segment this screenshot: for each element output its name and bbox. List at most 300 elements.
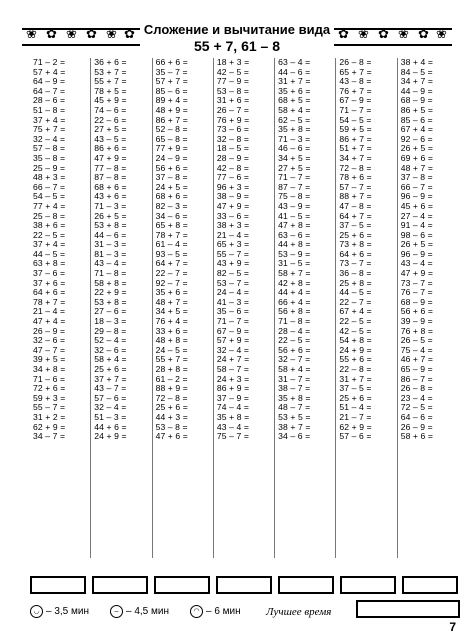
exercise-item: 77 – 9 = [216, 77, 249, 87]
exercise-item: 73 + 8 = [339, 240, 372, 250]
exercise-item: 55 + 7 = [155, 355, 188, 365]
exercise-item: 44 – 9 = [400, 86, 433, 96]
exercise-item: 34 – 7 = [33, 432, 66, 442]
exercise-item: 76 + 4 = [155, 317, 188, 327]
exercise-item: 88 + 7 = [339, 192, 372, 202]
exercise-item: 37 + 6 = [33, 278, 66, 288]
exercise-item: 38 – 9 = [216, 192, 249, 202]
exercise-item: 24 + 9 = [339, 345, 372, 355]
exercise-item: 57 – 6 = [94, 393, 127, 403]
exercise-item: 31 – 7 = [278, 374, 311, 384]
exercise-item: 34 + 8 = [33, 365, 66, 374]
exercise-item: 43 – 7 = [94, 384, 127, 394]
exercise-item: 64 – 7 = [33, 86, 66, 96]
exercise-item: 48 – 7 = [278, 403, 311, 413]
exercise-item: 41 – 5 = [278, 211, 311, 221]
exercise-item: 86 – 7 = [400, 374, 433, 384]
exercise-item: 22 – 7 = [339, 297, 372, 307]
exercise-item: 26 + 5 = [400, 144, 434, 154]
exercise-item: 67 – 9 = [216, 326, 249, 336]
exercise-item: 32 – 6 = [33, 336, 66, 346]
page-subtitle: 55 + 7, 61 – 8 [193, 38, 281, 54]
exercise-item: 22 – 5 = [33, 230, 66, 240]
exercise-item: 75 – 8 = [278, 192, 311, 202]
exercise-item: 48 + 8 = [155, 336, 188, 346]
exercise-item: 62 + 9 = [339, 422, 372, 432]
exercise-item: 61 – 2 = [155, 374, 188, 384]
exercise-item: 55 + 7 = [94, 77, 127, 87]
exercise-item: 47 – 8 = [339, 201, 372, 211]
exercise-item: 71 – 2 = [33, 58, 66, 67]
exercise-item: 37 – 8 = [155, 173, 188, 183]
exercise-item: 34 – 6 = [278, 432, 311, 442]
exercise-item: 67 – 9 = [339, 96, 372, 106]
answer-time-boxes [30, 576, 458, 594]
exercise-item: 35 + 8 = [278, 393, 311, 403]
exercise-item: 58 + 4 = [278, 105, 311, 115]
exercise-item: 25 + 6 = [94, 365, 127, 374]
exercise-item: 55 – 7 = [216, 249, 249, 259]
best-time-label: Лучшее время [266, 606, 332, 618]
smiley-sad-icon: ◠ [190, 605, 203, 618]
exercise-item: 44 – 5 = [33, 249, 66, 259]
exercise-item: 65 + 8 = [155, 221, 188, 231]
exercise-item: 91 – 4 = [400, 221, 433, 231]
exercise-item: 25 – 8 = [33, 211, 66, 221]
exercise-item: 41 – 3 = [216, 297, 249, 307]
exercise-item: 78 + 5 = [94, 86, 127, 96]
exercise-item: 28 + 8 = [155, 365, 188, 374]
exercise-item: 28 – 9 = [216, 153, 249, 163]
exercise-item: 78 + 7 = [33, 297, 66, 307]
exercise-item: 64 + 7 = [339, 211, 372, 221]
exercise-item: 31 + 7 = [278, 77, 311, 87]
exercise-item: 43 + 6 = [94, 192, 127, 202]
exercise-item: 24 + 9 = [94, 432, 127, 442]
exercise-item: 45 + 9 = [94, 96, 127, 106]
time-box[interactable] [278, 576, 334, 594]
exercise-item: 38 + 4 = [400, 58, 434, 67]
exercise-item: 71 – 6 = [33, 374, 66, 384]
exercise-item: 68 + 6 = [155, 192, 188, 202]
exercise-item: 31 + 2 = [33, 412, 66, 422]
exercise-item: 58 + 4 = [94, 355, 127, 365]
exercise-item: 53 – 8 = [216, 86, 249, 96]
exercise-item: 28 – 4 = [278, 326, 311, 336]
exercise-item: 43 – 5 = [94, 134, 127, 144]
exercise-item: 71 – 3 = [278, 134, 311, 144]
exercise-item: 71 – 7 = [278, 173, 311, 183]
page-number: 7 [449, 620, 456, 634]
exercise-item: 82 – 3 = [155, 201, 188, 211]
exercise-item: 43 – 4 = [400, 259, 433, 269]
exercise-item: 64 + 6 = [33, 288, 66, 298]
exercise-item: 25 + 8 = [339, 278, 372, 288]
exercise-item: 72 – 8 = [155, 393, 188, 403]
exercise-item: 57 – 8 = [33, 144, 66, 154]
exercise-item: 44 + 8 = [278, 240, 311, 250]
exercise-item: 57 – 6 = [339, 432, 372, 442]
exercise-column [152, 58, 213, 558]
exercise-item: 26 – 8 = [339, 58, 372, 67]
exercise-item: 42 – 5 = [339, 326, 372, 336]
exercise-item: 78 + 6 = [339, 173, 372, 183]
exercise-item: 31 – 3 = [94, 240, 127, 250]
exercise-item: 92 – 6 = [400, 134, 433, 144]
exercise-item: 31 – 5 = [278, 259, 311, 269]
exercise-item: 48 + 7 = [155, 297, 188, 307]
smiley-neutral-icon: – [110, 605, 123, 618]
exercise-column [90, 58, 151, 558]
exercise-item: 43 – 4 = [216, 422, 249, 432]
exercise-item: 18 – 5 = [216, 144, 249, 154]
exercise-item: 78 + 7 = [155, 230, 188, 240]
exercise-item: 31 + 7 = [339, 374, 372, 384]
exercise-item: 56 + 6 = [278, 345, 311, 355]
exercise-item: 53 + 7 = [94, 67, 127, 77]
exercise-item: 36 – 8 = [339, 269, 372, 279]
exercise-item: 77 + 4 = [33, 201, 66, 211]
timing-fast: ◡ – 3,5 мин [30, 604, 89, 620]
exercise-item: 47 + 4 = [33, 317, 66, 327]
exercise-item: 69 + 6 = [400, 153, 434, 163]
exercise-item: 26 – 9 = [33, 326, 66, 336]
exercise-item: 58 + 6 = [400, 432, 434, 442]
exercise-item: 86 + 5 = [400, 105, 434, 115]
time-box[interactable] [154, 576, 210, 594]
exercise-item: 61 – 4 = [155, 240, 188, 250]
exercise-item: 38 + 7 = [278, 422, 311, 432]
exercise-item: 22 – 6 = [94, 115, 127, 125]
exercise-item: 71 – 8 = [94, 269, 127, 279]
exercise-item: 45 + 6 = [400, 201, 434, 211]
exercise-item: 54 – 5 = [33, 192, 66, 202]
exercise-item: 77 – 8 = [94, 163, 127, 173]
exercise-item: 57 + 9 = [216, 336, 250, 346]
exercise-item: 67 + 4 = [339, 307, 372, 317]
exercise-item: 26 – 9 = [400, 422, 433, 432]
ornament-right: ✿ ❀ ✿ ❀ ✿ ❀ [334, 28, 452, 46]
exercise-item: 65 – 8 = [155, 134, 188, 144]
exercise-item: 71 – 8 = [278, 317, 311, 327]
exercise-item: 46 – 6 = [278, 144, 311, 154]
exercise-item: 35 + 6 = [278, 86, 311, 96]
exercise-item: 43 – 4 = [94, 259, 127, 269]
exercise-item: 46 + 7 = [400, 355, 434, 365]
exercise-item: 51 + 7 = [339, 144, 372, 154]
exercise-item: 22 – 5 = [339, 317, 372, 327]
exercise-item: 47 + 9 = [94, 153, 127, 163]
exercise-item: 75 – 4 = [400, 345, 433, 355]
exercise-item: 53 + 8 = [94, 221, 127, 231]
exercise-item: 24 – 4 = [216, 288, 249, 298]
exercise-item: 89 + 4 = [155, 96, 188, 106]
exercise-item: 28 – 6 = [33, 96, 66, 106]
exercise-item: 21 – 4 = [216, 230, 249, 240]
exercise-item: 37 + 4 = [33, 115, 66, 125]
time-box[interactable] [340, 576, 396, 594]
exercise-item: 77 + 9 = [155, 144, 188, 154]
exercise-item: 42 – 8 = [216, 163, 249, 173]
exercise-item: 24 – 5 = [155, 345, 188, 355]
exercise-item: 71 – 3 = [94, 201, 127, 211]
exercise-item: 37 + 4 = [33, 240, 66, 250]
time-box[interactable] [92, 576, 148, 594]
exercise-item: 58 + 7 = [278, 269, 311, 279]
exercise-item: 86 + 6 = [94, 144, 127, 154]
exercise-item: 53 + 8 = [94, 297, 127, 307]
exercise-item: 98 – 6 = [400, 230, 433, 240]
exercise-item: 48 + 3 = [33, 173, 66, 183]
exercise-column [335, 58, 396, 558]
timing-slow: ◠ – 6 мин [190, 604, 241, 620]
exercise-item: 44 + 6 = [94, 422, 127, 432]
best-time-box[interactable] [356, 600, 460, 618]
exercise-item: 43 + 9 = [216, 259, 250, 269]
exercise-item: 34 + 7 = [400, 77, 434, 87]
exercise-item: 68 – 9 = [400, 297, 433, 307]
exercise-item: 53 – 8 = [155, 422, 188, 432]
exercise-item: 47 + 8 = [278, 221, 311, 231]
exercise-item: 42 + 8 = [278, 278, 311, 288]
exercise-item: 38 – 7 = [278, 384, 311, 394]
exercise-item: 93 – 5 = [155, 249, 188, 259]
exercise-item: 62 – 5 = [278, 115, 311, 125]
exercise-item: 59 + 5 = [339, 125, 372, 135]
exercise-item: 44 + 4 = [278, 288, 311, 298]
exercise-item: 96 – 9 = [400, 192, 433, 202]
exercise-item: 27 – 6 = [94, 307, 127, 317]
exercise-item: 87 – 7 = [278, 182, 311, 192]
exercise-column [274, 58, 335, 558]
exercise-item: 86 + 9 = [216, 384, 250, 394]
exercise-item: 29 – 8 = [94, 326, 127, 336]
ornament-left: ❀ ✿ ❀ ✿ ❀ ✿ [22, 28, 140, 46]
exercise-item: 21 – 7 = [339, 412, 372, 422]
exercise-item: 75 + 7 = [33, 125, 66, 135]
exercise-item: 96 – 9 = [400, 249, 433, 259]
exercise-item: 35 + 8 = [216, 412, 250, 422]
exercise-item: 37 – 5 = [339, 221, 372, 231]
exercise-item: 35 + 6 = [155, 288, 188, 298]
exercise-item: 53 + 5 = [278, 412, 311, 422]
exercise-item: 66 – 7 = [400, 182, 433, 192]
exercise-item: 35 + 8 = [278, 125, 311, 135]
exercise-item: 65 – 9 = [400, 365, 433, 374]
exercise-item: 22 – 7 = [155, 269, 188, 279]
exercise-item: 55 + 6 = [339, 355, 372, 365]
exercise-item: 67 + 4 = [400, 125, 434, 135]
page-title: Сложение и вычитание вида [143, 22, 331, 37]
exercise-item: 36 + 6 = [94, 58, 127, 67]
exercise-item: 25 + 6 = [155, 403, 188, 413]
exercise-item: 82 – 5 = [216, 269, 249, 279]
timing-legend [30, 604, 370, 620]
exercise-item: 44 + 3 = [155, 412, 188, 422]
exercise-item: 39 + 5 = [33, 355, 66, 365]
exercise-item: 34 + 5 = [155, 307, 188, 317]
exercise-item: 92 – 7 = [155, 278, 188, 288]
exercise-item: 24 – 9 = [155, 153, 188, 163]
exercise-item: 63 + 8 = [33, 259, 66, 269]
exercise-item: 87 – 8 = [94, 173, 127, 183]
exercise-item: 43 – 9 = [278, 201, 311, 211]
exercise-item: 27 + 5 = [278, 163, 311, 173]
exercise-item: 24 + 7 = [216, 355, 250, 365]
exercise-item: 51 – 8 = [33, 105, 66, 115]
exercise-item: 22 – 5 = [278, 336, 311, 346]
exercise-item: 37 – 9 = [216, 393, 249, 403]
exercise-item: 24 + 3 = [216, 374, 250, 384]
exercise-item: 68 + 6 = [94, 182, 127, 192]
exercise-item: 48 + 9 = [155, 105, 188, 115]
exercise-item: 18 + 3 = [216, 58, 250, 67]
exercise-item: 88 + 9 = [155, 384, 188, 394]
exercise-item: 24 + 5 = [155, 182, 188, 192]
exercise-item: 35 – 8 = [33, 153, 66, 163]
exercise-column [30, 58, 90, 558]
exercise-item: 74 – 6 = [94, 105, 127, 115]
exercise-item: 58 + 4 = [278, 365, 311, 374]
exercise-grid [30, 58, 458, 558]
exercise-item: 33 + 6 = [155, 326, 188, 336]
exercise-item: 32 – 4 = [33, 134, 66, 144]
exercise-item: 32 – 4 = [94, 403, 127, 413]
exercise-item: 25 + 6 = [339, 393, 372, 403]
time-box[interactable] [402, 576, 458, 594]
exercise-item: 35 – 6 = [216, 307, 249, 317]
timing-medium: – – 4,5 мин [110, 604, 169, 620]
exercise-item: 22 – 8 = [339, 365, 372, 374]
header [0, 22, 474, 58]
exercise-column [397, 58, 458, 558]
exercise-item: 48 + 7 = [400, 163, 434, 173]
exercise-item: 37 – 8 = [400, 173, 433, 183]
exercise-item: 47 + 9 = [400, 269, 434, 279]
exercise-item: 76 – 7 = [400, 288, 433, 298]
exercise-item: 57 – 7 = [339, 182, 372, 192]
exercise-item: 43 – 8 = [339, 77, 372, 87]
exercise-item: 57 + 4 = [33, 67, 66, 77]
exercise-item: 39 – 9 = [400, 317, 433, 327]
exercise-item: 33 – 6 = [216, 211, 249, 221]
exercise-item: 47 + 9 = [216, 201, 250, 211]
exercise-item: 55 – 7 = [33, 403, 66, 413]
exercise-item: 52 – 4 = [94, 336, 127, 346]
exercise-item: 76 + 9 = [216, 115, 250, 125]
exercise-item: 32 – 6 = [94, 345, 127, 355]
exercise-item: 96 + 3 = [216, 182, 250, 192]
exercise-item: 26 – 7 = [216, 105, 249, 115]
exercise-item: 68 – 9 = [400, 96, 433, 106]
exercise-item: 72 – 8 = [339, 163, 372, 173]
exercise-item: 57 + 7 = [155, 77, 188, 87]
exercise-item: 21 – 4 = [33, 307, 66, 317]
exercise-item: 51 – 4 = [339, 403, 372, 413]
exercise-item: 31 + 6 = [216, 96, 250, 106]
exercise-item: 44 – 6 = [94, 230, 127, 240]
exercise-item: 53 – 9 = [278, 249, 311, 259]
exercise-item: 84 – 5 = [400, 67, 433, 77]
exercise-item: 32 – 7 = [278, 355, 311, 365]
exercise-item: 25 + 6 = [339, 230, 372, 240]
exercise-item: 77 – 6 = [216, 173, 249, 183]
time-box[interactable] [216, 576, 272, 594]
exercise-item: 27 – 4 = [400, 211, 433, 221]
exercise-item: 26 + 5 = [94, 211, 127, 221]
exercise-item: 64 + 6 = [339, 249, 372, 259]
exercise-item: 26 + 5 = [400, 240, 434, 250]
exercise-column [213, 58, 274, 558]
exercise-item: 62 + 9 = [33, 422, 66, 432]
exercise-item: 54 + 8 = [339, 336, 372, 346]
exercise-item: 73 – 7 = [339, 259, 372, 269]
exercise-item: 72 – 5 = [400, 403, 433, 413]
exercise-item: 63 – 6 = [278, 230, 311, 240]
exercise-item: 76 + 7 = [339, 86, 372, 96]
exercise-item: 64 – 9 = [33, 77, 66, 87]
exercise-item: 32 – 4 = [216, 345, 249, 355]
exercise-item: 68 + 5 = [278, 96, 311, 106]
exercise-item: 44 – 6 = [278, 67, 311, 77]
exercise-item: 47 – 7 = [33, 345, 66, 355]
exercise-item: 76 + 8 = [400, 326, 434, 336]
exercise-item: 59 + 3 = [33, 393, 66, 403]
exercise-item: 51 – 3 = [94, 412, 127, 422]
exercise-item: 38 + 3 = [216, 221, 250, 231]
exercise-item: 85 – 6 = [400, 115, 433, 125]
exercise-item: 37 + 7 = [94, 374, 127, 384]
exercise-item: 71 – 7 = [216, 317, 249, 327]
exercise-item: 64 + 7 = [155, 259, 188, 269]
exercise-item: 26 – 5 = [400, 336, 433, 346]
exercise-item: 63 – 4 = [278, 58, 311, 67]
exercise-item: 74 – 4 = [216, 403, 249, 413]
exercise-item: 86 + 7 = [339, 134, 372, 144]
exercise-item: 75 – 7 = [216, 432, 249, 442]
exercise-item: 64 – 6 = [400, 412, 433, 422]
exercise-item: 47 + 6 = [155, 432, 188, 442]
exercise-item: 85 – 6 = [155, 86, 188, 96]
exercise-item: 71 – 7 = [339, 105, 372, 115]
exercise-item: 35 – 7 = [155, 67, 188, 77]
exercise-item: 54 – 5 = [339, 115, 372, 125]
time-box[interactable] [30, 576, 86, 594]
exercise-item: 23 – 4 = [400, 393, 433, 403]
exercise-item: 42 – 5 = [216, 67, 249, 77]
exercise-item: 86 + 7 = [155, 115, 188, 125]
exercise-item: 25 – 9 = [33, 163, 66, 173]
exercise-item: 34 – 6 = [155, 211, 188, 221]
exercise-item: 56 + 6 = [400, 307, 434, 317]
exercise-item: 18 – 3 = [94, 317, 127, 327]
exercise-item: 27 + 5 = [94, 125, 127, 135]
exercise-item: 44 – 5 = [339, 288, 372, 298]
exercise-item: 37 – 5 = [339, 384, 372, 394]
exercise-item: 22 + 9 = [94, 288, 127, 298]
exercise-item: 73 – 6 = [216, 125, 249, 135]
exercise-item: 56 + 6 = [155, 163, 188, 173]
exercise-item: 34 + 7 = [339, 153, 372, 163]
exercise-item: 58 – 7 = [216, 365, 249, 374]
exercise-item: 26 – 8 = [400, 384, 433, 394]
exercise-item: 37 – 6 = [33, 269, 66, 279]
exercise-item: 65 + 7 = [339, 67, 372, 77]
exercise-item: 53 – 7 = [216, 278, 249, 288]
exercise-item: 52 – 8 = [155, 125, 188, 135]
exercise-item: 66 + 6 = [155, 58, 188, 67]
exercise-item: 34 + 5 = [278, 153, 311, 163]
